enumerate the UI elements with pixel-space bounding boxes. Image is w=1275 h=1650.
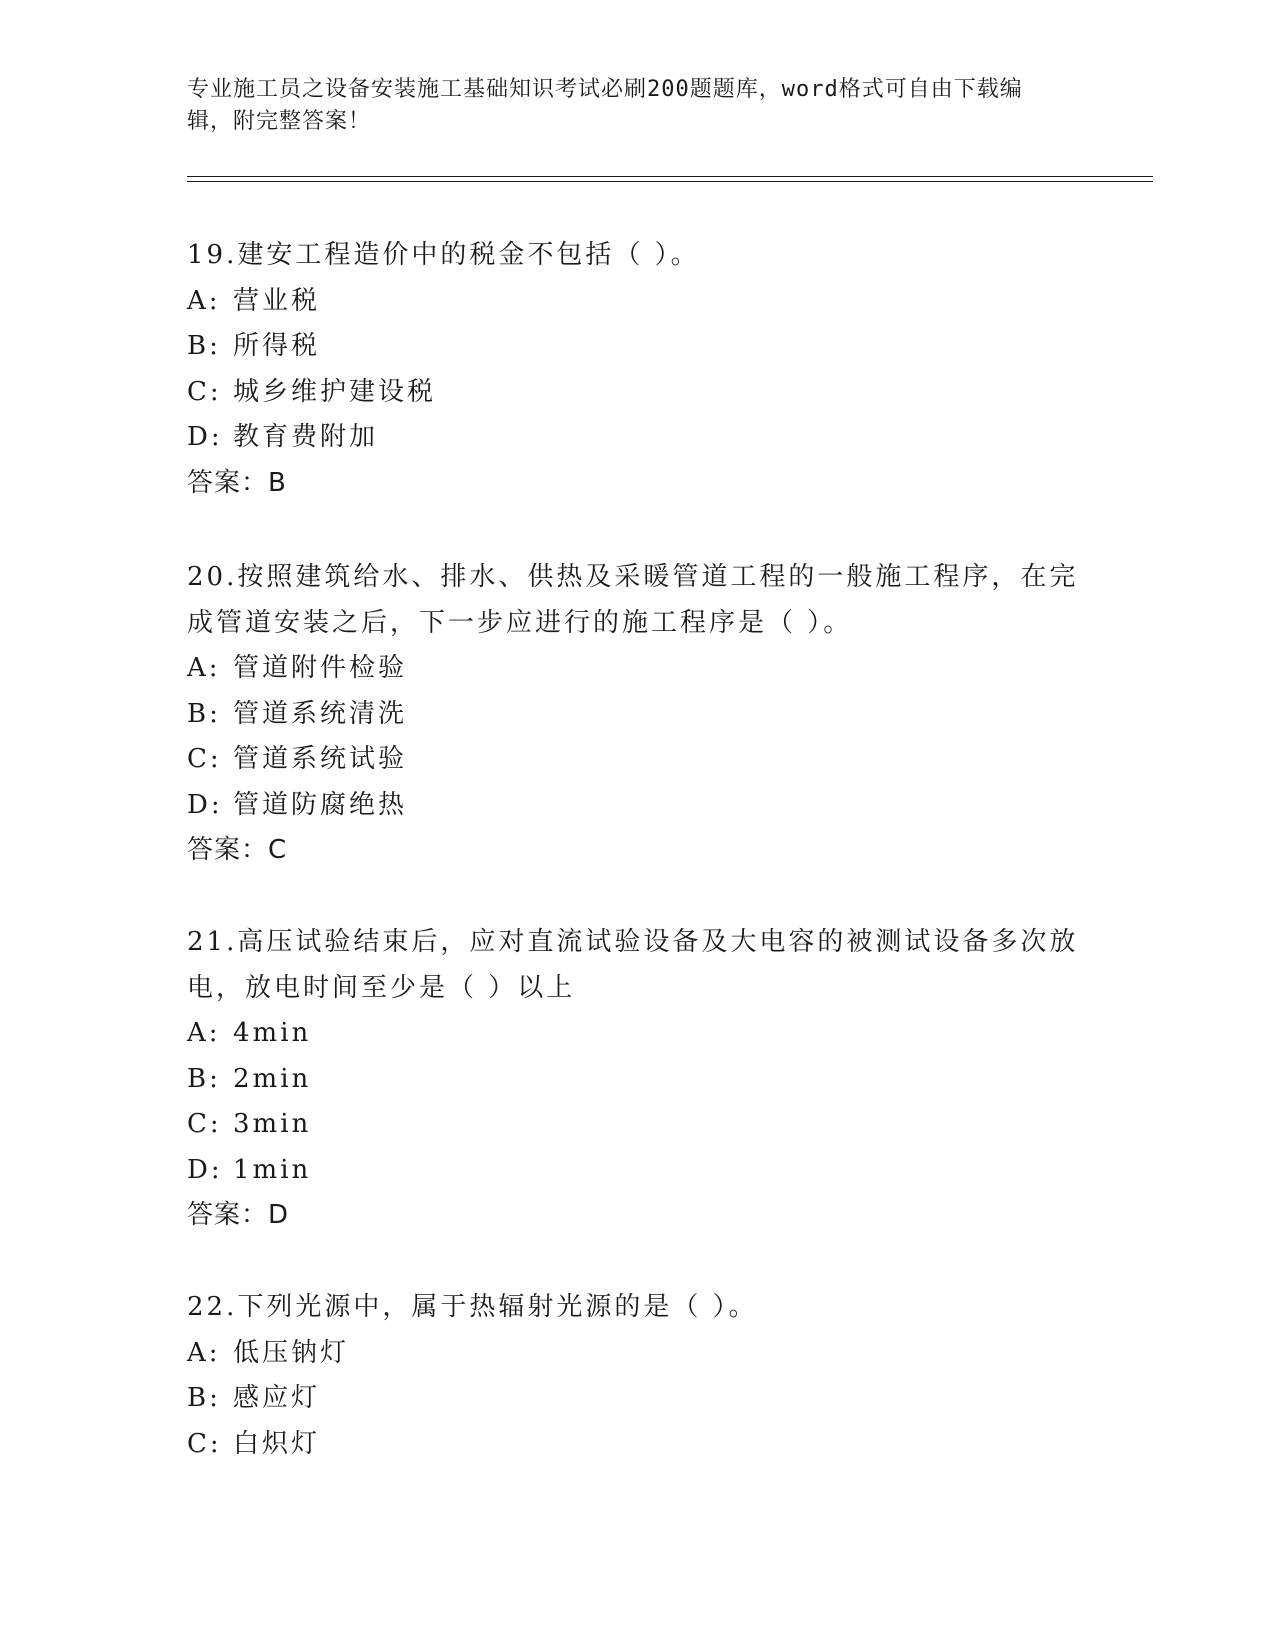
option-b (187, 1057, 1087, 1103)
question-stem: 21.高压试验结束后，应对直流试验设备及大电容的被测试设备多次放电，放电时间至少是（ ）以上 (187, 927, 1079, 1003)
option-text: 管道防腐绝热 (233, 789, 408, 820)
question-22 (187, 1285, 1087, 1467)
option-text: 1min (233, 1154, 312, 1185)
option-text: 白炽灯 (233, 1428, 321, 1459)
option-letter: C: (187, 1428, 222, 1459)
option-b (187, 1376, 1087, 1422)
option-b (187, 692, 1087, 738)
option-letter: A: (187, 285, 221, 316)
option-text: 管道附件检验 (233, 653, 408, 683)
option-letter: C: (187, 744, 222, 774)
option-letter: C: (187, 376, 222, 407)
option-d (187, 783, 1087, 829)
option-text: 4min (233, 1018, 312, 1048)
question-stem: 19.建安工程造价中的税金不包括（ ）。 (187, 240, 700, 270)
option-d (187, 1148, 1087, 1194)
option-letter: D: (187, 789, 223, 820)
option-text: 3min (233, 1109, 312, 1139)
option-letter: A: (187, 653, 221, 683)
option-c (187, 1422, 1087, 1468)
question-21 (187, 920, 1087, 1239)
option-letter: A: (187, 1337, 221, 1368)
question-19 (187, 233, 1087, 506)
option-a (187, 279, 1087, 325)
option-letter: B: (187, 1063, 221, 1094)
option-b (187, 324, 1087, 370)
question-stem: 20.按照建筑给水、排水、供热及采暖管道工程的一般施工程序，在完成管道安装之后，下一步应进行的施工程序是（ ）。 (187, 562, 1079, 638)
option-letter: B: (187, 1383, 221, 1413)
option-a (187, 1011, 1087, 1057)
option-a (187, 646, 1087, 692)
question-20 (187, 555, 1087, 874)
option-text: 2min (233, 1063, 312, 1094)
option-text: 管道系统清洗 (233, 698, 408, 729)
option-letter: B: (187, 698, 221, 729)
option-text: 感应灯 (233, 1383, 321, 1413)
option-text: 城乡维护建设税 (233, 376, 437, 407)
answer-line: 答案：D (187, 1200, 290, 1230)
option-letter: B: (187, 331, 221, 361)
header-divider-bottom (187, 181, 1153, 182)
option-text: 教育费附加 (233, 422, 379, 452)
question-stem: 22.下列光源中，属于热辐射光源的是（ ）。 (187, 1292, 758, 1322)
option-a (187, 1331, 1087, 1377)
option-letter: A: (187, 1018, 221, 1048)
option-c (187, 737, 1087, 783)
option-letter: D: (187, 1154, 223, 1185)
option-text: 营业税 (233, 285, 321, 316)
header-divider-top (187, 176, 1153, 177)
option-c (187, 370, 1087, 416)
option-text: 管道系统试验 (233, 744, 408, 774)
option-letter: C: (187, 1109, 222, 1139)
option-text: 低压钠灯 (233, 1337, 350, 1368)
option-letter: D: (187, 422, 223, 452)
option-c (187, 1102, 1087, 1148)
option-d (187, 415, 1087, 461)
document-header-title: 专业施工员之设备安装施工基础知识考试必刷200题题库，word格式可自由下载编辑，附完整答案！ (187, 77, 1023, 134)
answer-line: 答案：B (187, 467, 287, 498)
option-text: 所得税 (233, 331, 321, 361)
answer-line: 答案：C (187, 835, 288, 865)
